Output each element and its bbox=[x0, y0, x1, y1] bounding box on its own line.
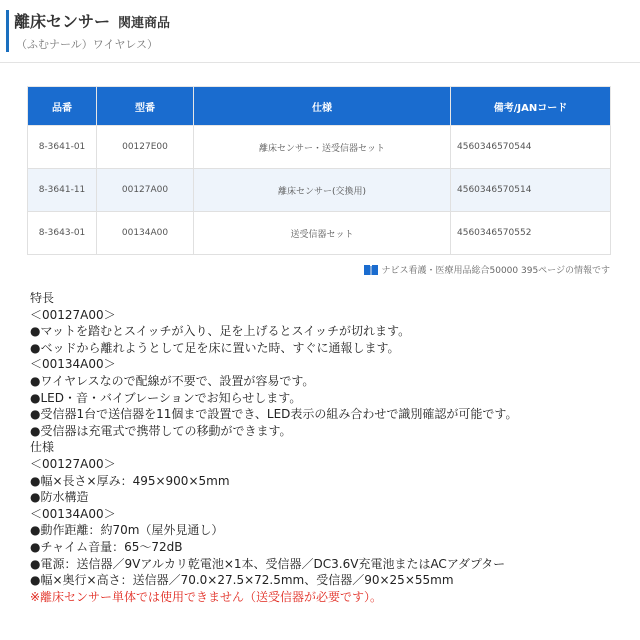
cell-jan: 4560346570514 bbox=[451, 169, 611, 212]
feature-item: ●受信器1台で送信器を11個まで設置でき、LED表示の組み合わせで識別確認が可能です。 bbox=[30, 407, 518, 422]
page-subtitle: （ふむナール）ワイヤレス） bbox=[16, 38, 159, 51]
spec-item: ●幅×奥行×高さ：送信器／70.0×27.5×72.5mm、受信器／90×25×55mm bbox=[30, 573, 454, 588]
book-icon bbox=[364, 265, 378, 275]
spec-item: ●幅×長さ×厚み：495×900×5mm bbox=[30, 473, 230, 488]
cell-part-no: 8-3641-01 bbox=[28, 126, 97, 169]
column-header-spec: 仕様 bbox=[194, 87, 451, 126]
header-accent-bar bbox=[6, 10, 9, 52]
model-label: ＜00127A00＞ bbox=[30, 456, 116, 471]
product-title: 離床センサー bbox=[14, 12, 111, 31]
catalog-note-text: ナビス看護・医療用品総合50000 395ページの情報です bbox=[381, 266, 610, 276]
spec-item: ●チャイム音量：65～72dB bbox=[30, 539, 183, 554]
feature-item: ●ワイヤレスなので配線が不要で、設置が容易です。 bbox=[30, 373, 315, 388]
column-header-model: 型番 bbox=[97, 87, 194, 126]
cell-spec: 離床センサー・送受信器セット bbox=[194, 126, 451, 169]
feature-item: ●ベッドから離れようとして足を床に置いた時、すぐに通報します。 bbox=[30, 340, 400, 355]
cell-jan: 4560346570552 bbox=[451, 212, 611, 255]
product-table bbox=[27, 86, 611, 255]
cell-jan: 4560346570544 bbox=[451, 126, 611, 169]
model-label: ＜00134A00＞ bbox=[30, 357, 116, 372]
catalog-note bbox=[364, 263, 611, 276]
feature-item: ●LED・音・バイブレーションでお知らせします。 bbox=[30, 390, 302, 405]
cell-part-no: 8-3641-11 bbox=[28, 169, 97, 212]
table-row bbox=[28, 212, 611, 255]
spec-item: ●防水構造 bbox=[30, 490, 89, 505]
warning-text: ※離床センサー単体では使用できません（送受信器が必要です）。 bbox=[30, 589, 383, 604]
cell-spec: 離床センサー(交換用) bbox=[194, 169, 451, 212]
cell-spec: 送受信器セット bbox=[194, 212, 451, 255]
feature-item: ●マットを踏むとスイッチが入り、足を上げるとスイッチが切れます。 bbox=[30, 324, 411, 339]
section-title: 関連商品 bbox=[118, 16, 171, 31]
table-header-row bbox=[28, 87, 611, 126]
column-header-part-no: 品番 bbox=[28, 87, 97, 126]
page-header bbox=[0, 0, 640, 63]
table-row bbox=[28, 169, 611, 212]
description bbox=[30, 290, 620, 605]
cell-model: 00127E00 bbox=[97, 126, 194, 169]
heading-features: 特長 bbox=[30, 291, 55, 305]
table-row bbox=[28, 126, 611, 169]
column-header-jan: 備考/JANコード bbox=[451, 87, 611, 126]
cell-model: 00127A00 bbox=[97, 169, 194, 212]
heading-specs: 仕様 bbox=[30, 440, 55, 455]
spec-item: ●動作距離：約70m（屋外見通し） bbox=[30, 523, 224, 538]
model-label: ＜00134A00＞ bbox=[30, 506, 116, 521]
model-label: ＜00127A00＞ bbox=[30, 307, 116, 322]
spec-item: ●電源：送信器／9Vアルカリ乾電池×1本、受信器／DC3.6V充電池またはACアダプター bbox=[30, 556, 506, 571]
cell-part-no: 8-3643-01 bbox=[28, 212, 97, 255]
cell-model: 00134A00 bbox=[97, 212, 194, 255]
feature-item: ●受信器は充電式で携帯しての移動ができます。 bbox=[30, 423, 292, 438]
page-title bbox=[14, 9, 170, 32]
